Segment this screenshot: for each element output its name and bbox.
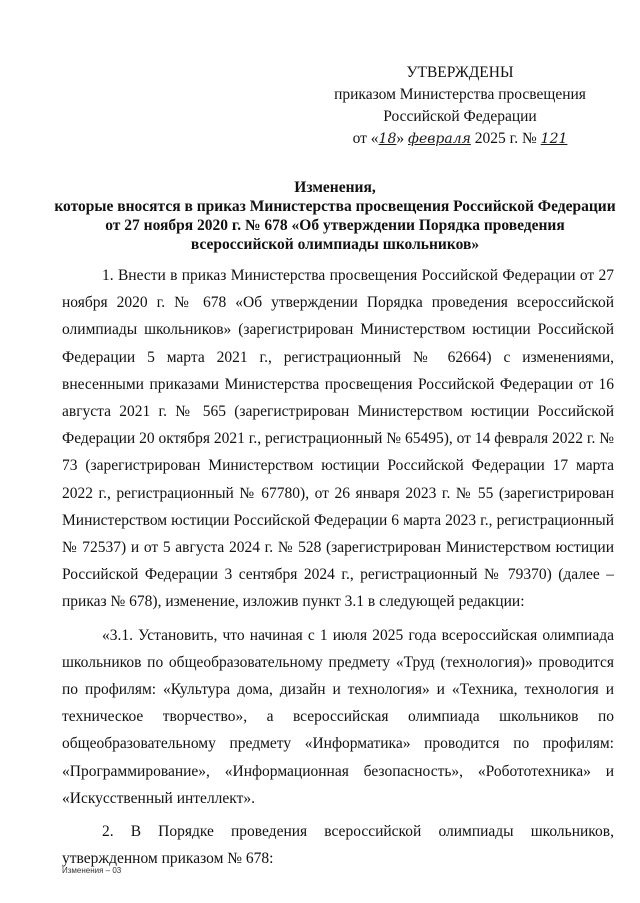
- approval-date-line: [330, 128, 590, 150]
- paragraph-3: 2. В Порядке проведения всероссийской олимпиады школьников, утвержденном приказом № 678:: [62, 823, 614, 868]
- heading-line-4: всероссийской олимпиады школьников»: [190, 236, 480, 253]
- handwritten-day: 18: [378, 131, 397, 147]
- approval-block: [330, 62, 590, 150]
- handwritten-month: февраля: [408, 131, 471, 147]
- page-footer: Изменения – 03: [62, 866, 122, 875]
- handwritten-number: 121: [540, 131, 568, 147]
- document-heading: [40, 178, 630, 254]
- date-prefix: от «: [352, 130, 379, 147]
- approval-issuer: приказом Министерства просвещения: [334, 86, 586, 103]
- document-body: [62, 262, 614, 878]
- approval-issuer-country: Российской Федерации: [383, 108, 537, 125]
- heading-line-1: Изменения,: [294, 179, 376, 196]
- paragraph-2: «3.1. Установить, что начиная с 1 июля 2025 года всероссийская олимпиада школьников по общеобразовательному предмету «Труд (технология)» проводится по профилям: «Культура дома, дизайн и технология» и «Техника, технология и техническое творчество», а всероссийская олимпиада школьников по общеобразовательному предмету «Информатика» проводится по профилям: «Программирование», «Информационная безопасность», «Робототехника» и «Искусственный интеллект».: [62, 626, 614, 807]
- heading-line-2: которые вносятся в приказ Министерства просвещения Российской Федерации: [54, 198, 616, 215]
- heading-line-3: от 27 ноября 2020 г. № 678 «Об утверждении Порядка проведения: [105, 217, 565, 234]
- date-year: 2025 г. №: [470, 130, 541, 147]
- date-mid: »: [396, 130, 408, 147]
- approval-title: УТВЕРЖДЕНЫ: [406, 64, 514, 81]
- paragraph-1: 1. Внести в приказ Министерства просвещения Российской Федерации от 27 ноября 2020 г. № 678 «Об утверждении Порядка проведения всероссийской олимпиады школьников» (зарегистрирован Министерством юстиции Российской Федерации 5 марта 2021 г., регистрационный № 62664) с изменениями, внесенными приказами Министерства просвещения Российской Федерации от 16 августа 2021 г. № 565 (зарегистрирован Министерством юстиции Российской Федерации 20 октября 2021 г., регистрационный № 65495), от 14 февраля 2022 г. № 73 (зарегистрирован Министерством юстиции Российской Федерации 17 марта 2022 г., регистрационный № 67780), от 26 января 2023 г. № 55 (зарегистрирован Министерством юстиции Российской Федерации 6 марта 2023 г., регистрационный № 72537) и от 5 августа 2024 г. № 528 (зарегистрирован Министерством юстиции Российской Федерации 3 сентября 2024 г., регистрационный № 79370) (далее – приказ № 678), изменение, изложив пункт 3.1 в следующей редакции:: [62, 267, 614, 611]
